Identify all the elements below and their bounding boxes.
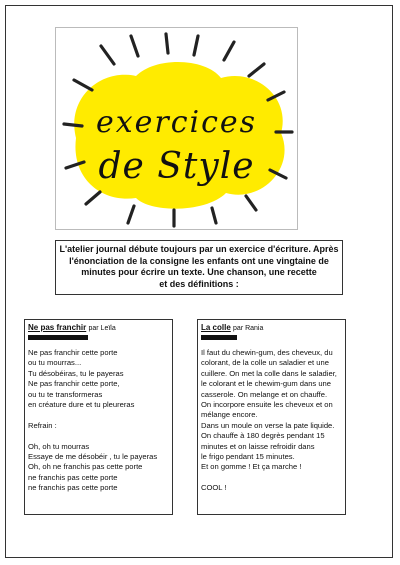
song-title: Ne pas franchir [28, 323, 87, 332]
recipe-line: colorant, de la colle un saladier et une [201, 358, 329, 368]
intro-line: L'atelier journal débute toujours par un exercice d'écriture. Après [59, 244, 339, 254]
song-line: Ne pas franchir cette porte [28, 348, 118, 357]
song-line: Essaye de me désobéir , tu le payeras [28, 452, 158, 462]
intro-box [55, 240, 343, 295]
recipe-line: Il faut du chewin-gum, des cheveux, du [201, 348, 333, 357]
song-gap [28, 431, 169, 441]
recipe-line: le frigo pendant 15 minutes. [201, 452, 295, 462]
song-author: par Leïla [88, 325, 116, 332]
intro-line: l'énonciation de la consigne les enfants ont une vingtaine de [69, 255, 329, 266]
song-line: en créature dure et tu pleureras [28, 400, 135, 410]
recipe-line: casserole. On melange et on chauffe. [201, 389, 328, 399]
song-line: Oh, oh tu mourras [28, 441, 90, 451]
recipe-line: COOL ! [201, 483, 227, 493]
recipe-column [197, 319, 346, 515]
recipe-line: On chauffe à 180 degrès pendant 15 [201, 431, 325, 441]
recipe-gap [201, 473, 342, 483]
logo-word-exercices: exercices [95, 105, 258, 140]
recipe-title: La colle [201, 323, 231, 332]
logo-word-de-style: de Style [98, 146, 255, 187]
recipe-line: cuillere. On met la colle dans le saladier, [201, 368, 337, 378]
intro-line: minutes pour écrire un texte. Une chanson, une recette [81, 267, 317, 277]
title-bar [28, 335, 88, 340]
song-line: ne franchis pas cette porte [28, 472, 118, 482]
recipe-title-row [201, 323, 342, 334]
song-title-row [28, 323, 169, 334]
title-bar [201, 335, 237, 340]
logo-image [55, 27, 298, 230]
recipe-line: Et on gomme ! Et ça marche ! [201, 462, 302, 472]
song-line: ou tu mourras... [28, 358, 82, 368]
song-line: Tu désobéiras, tu le payeras [28, 368, 124, 378]
intro-line: et des définitions : [159, 278, 239, 289]
song-line: Oh, oh ne franchis pas cette porte [28, 462, 143, 472]
song-gap [28, 410, 169, 420]
recipe-line: mélange encore. [201, 410, 258, 420]
song-line: ne franchis pas cette porte [28, 483, 118, 493]
recipe-line: le colorant et le chewim-gum dans une [201, 379, 332, 389]
song-line: ou tu te transformeras [28, 389, 103, 399]
recipe-line: Dans un moule on verse la pate liquide. [201, 420, 335, 430]
song-column [24, 319, 173, 515]
recipe-author: par Rania [233, 325, 264, 332]
song-line: Refrain : [28, 420, 57, 430]
recipe-line: On incorpore ensuite les cheveux et on [201, 400, 333, 410]
recipe-line: minutes et on laisse refroidir dans [201, 441, 315, 451]
song-line: Ne pas franchir cette porte, [28, 379, 120, 389]
